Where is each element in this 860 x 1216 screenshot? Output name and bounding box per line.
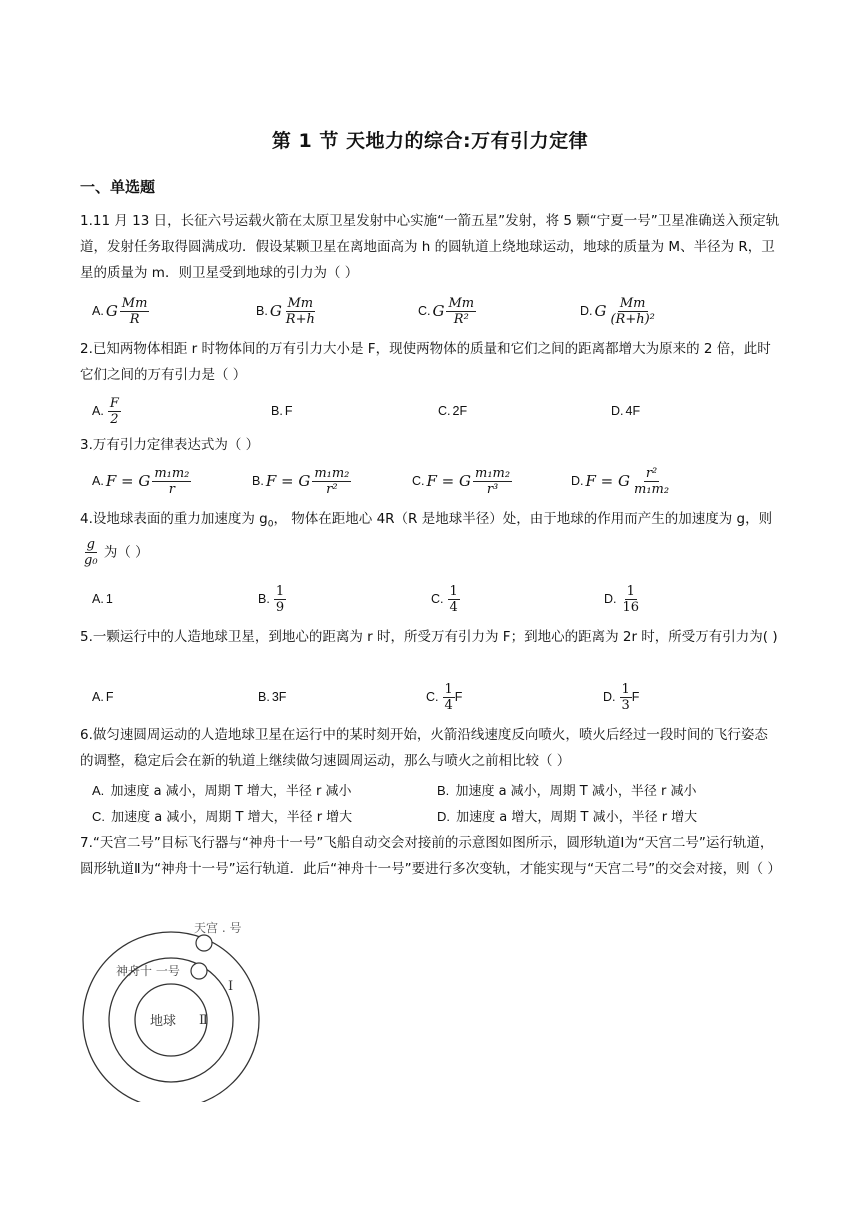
q6-option-c[interactable]: C. 加速度 a 减小，周期 T 增大，半径 r 增大 xyxy=(92,809,353,825)
orbit-1-label: Ⅰ xyxy=(228,979,234,994)
question-4-stem: 4.设地球表面的重力加速度为 $g_0$， 物体在距地心 4R（R 是地球半径）处，由于地球的作用而产生的加速度为 g，则 $\frac{g}{\text{g₀}}$ 为（ ） xyxy=(80,511,773,568)
orbit-diagram xyxy=(76,912,286,1102)
q2-option-b[interactable]: B. F xyxy=(271,404,293,418)
question-2-stem: 2.已知两物体相距 r 时物体间的万有引力大小是 F，现使两物体的质量和它们之间的距离都增大为原来的 2 倍，此时它们之间的万有引力是（ ） xyxy=(80,341,771,383)
q6-option-a[interactable]: A. 加速度 a 减小，周期 T 增大，半径 r 减小 xyxy=(92,783,352,799)
earth-label: 地球 xyxy=(150,1014,177,1029)
q5-option-c[interactable]: C. $\frac{1}{4}$ F xyxy=(426,681,463,713)
shenzhou-label: 神舟十 一号 xyxy=(116,964,180,978)
tiangong-label: 天宫 . 号 xyxy=(194,921,242,935)
q2-option-d[interactable]: D. 4F xyxy=(611,404,641,418)
question-6-stem: 6.做匀速圆周运动的人造地球卫星在运行中的某时刻开始，火箭沿线速度反向喷火，喷火后经过一段时间的飞行姿态的调整，稳定后会在新的轨道上继续做匀速圆周运动，那么与喷火之前相比较（ ） xyxy=(80,727,768,769)
q4-option-d[interactable]: D. $\frac{1}{16}$ xyxy=(604,583,640,615)
q3-option-d[interactable]: D. F = G $\frac{\text{r²}}{\text{m₁m₂}}$ xyxy=(571,465,670,497)
q1-option-a[interactable]: A. G $\frac{Mm}{R}$ xyxy=(92,295,148,327)
question-3-options xyxy=(92,464,782,498)
q4-option-a[interactable]: A. 1 xyxy=(92,592,113,606)
q5-option-a[interactable]: A. F xyxy=(92,690,114,704)
question-5-options xyxy=(92,680,782,714)
question-4-options xyxy=(92,582,782,616)
q1-option-c[interactable]: C. G $\frac{Mm}{\text{R²}}$ xyxy=(418,295,475,327)
q6-option-b[interactable]: B. 加速度 a 减小，周期 T 减小，半径 r 减小 xyxy=(437,783,697,799)
section-heading: 一、单选题 xyxy=(80,178,156,196)
q5-option-b[interactable]: B. 3F xyxy=(258,690,287,704)
question-2-options xyxy=(92,394,782,428)
q3-option-b[interactable]: B. F = G $\frac{\text{m₁m₂}}{\text{r²}}$ xyxy=(252,465,350,497)
q4-option-c[interactable]: C. $\frac{1}{4}$ xyxy=(431,583,458,615)
q3-option-a[interactable]: A. F = G $\frac{\text{m₁m₂}}{r}$ xyxy=(92,465,190,497)
q5-option-d[interactable]: D. $\frac{1}{3}$ F xyxy=(603,681,640,713)
q4-option-b[interactable]: B. $\frac{1}{9}$ xyxy=(258,583,285,615)
question-7-stem: 7.“天宫二号”目标飞行器与“神舟十一号”飞船自动交会对接前的示意图如图所示，圆形轨道Ⅰ为“天宫二号”运行轨道，圆形轨道Ⅱ为“神舟十一号”运行轨道．此后“神舟十一号”要进行多次变轨，才能实现与“天宫二号”的交会对接，则（ ） xyxy=(80,835,781,877)
question-5-stem: 5.一颗运行中的人造地球卫星，到地心的距离为 r 时，所受万有引力为 F；到地心的距离为 2r 时，所受万有引力为( ) xyxy=(80,629,778,645)
q3-option-c[interactable]: C. F = G $\frac{\text{m₁m₂}}{\text{r³}}$ xyxy=(412,465,511,497)
question-3-stem: 3.万有引力定律表达式为（ ） xyxy=(80,437,260,453)
question-1-options xyxy=(92,294,782,328)
q2-option-a[interactable]: A. $\frac{F}{2}$ xyxy=(92,395,119,427)
q1-option-b[interactable]: B. G $\frac{Mm}{R+h}$ xyxy=(256,295,315,327)
q2-option-c[interactable]: C. 2F xyxy=(438,404,468,418)
q6-option-d[interactable]: D. 加速度 a 增大，周期 T 减小，半径 r 增大 xyxy=(437,809,698,825)
question-1-stem: 1.11 月 13 日，长征六号运载火箭在太原卫星发射中心实施“一箭五星”发射，将 5 颗“宁夏一号”卫星准确送入预定轨道，发射任务取得圆满成功．假设某颗卫星在离地面高为 h 的圆轨道上绕地球运动，地球的质量为 M、半径为 R，卫星的质量为 m．则卫星受到地球的引力为（ ） xyxy=(80,213,780,281)
q1-option-d[interactable]: D. G $\frac{Mm}{\text{(R+h)²}}$ xyxy=(580,295,655,327)
orbit-2-label: Ⅱ xyxy=(199,1013,208,1028)
tiangong-spacecraft-icon xyxy=(196,935,212,951)
page-title: 第 1 节 天地力的综合:万有引力定律 xyxy=(271,130,589,152)
shenzhou-spacecraft-icon xyxy=(191,963,207,979)
